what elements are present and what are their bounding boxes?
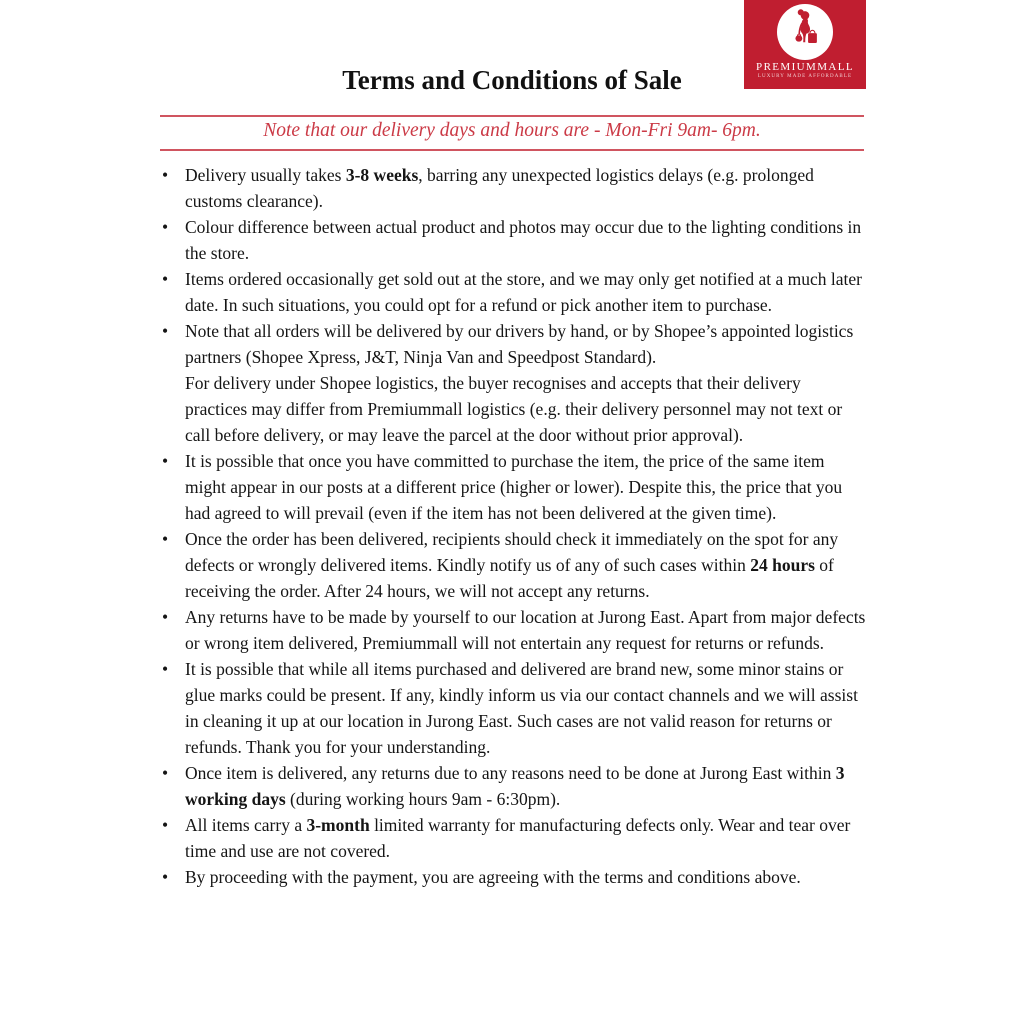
term-text: Any returns have to be made by yourself to our location at Jurong East. Apart from major defects or wrong item delivered, Premiummall will not entertain any request for returns or refunds. bbox=[185, 607, 866, 653]
delivery-notice-band bbox=[160, 115, 864, 151]
term-text-bold: 3-8 weeks bbox=[345, 165, 419, 185]
logo-circle bbox=[777, 4, 833, 60]
term-text: Colour difference between actual product and photos may occur due to the lighting conditions in the store. bbox=[185, 217, 862, 263]
term-text-bold: 3-month bbox=[306, 815, 370, 835]
logo-tagline-text: LUXURY MADE AFFORDABLE bbox=[757, 74, 853, 79]
term-text: limited warranty for manufacturing defects only. Wear and tear over time and use are not covered. bbox=[185, 815, 851, 861]
term-text: , barring any unexpected logistics delays (e.g. prolonged customs clearance). bbox=[185, 165, 814, 211]
term-text: Once the order has been delivered, recipients should check it immediately on the spot for any defects or wrongly delivered items. Kindly notify us of any of such cases within bbox=[185, 529, 839, 575]
term-text: All items carry a bbox=[185, 815, 307, 835]
term-text: of receiving the order. After 24 hours, we will not accept any returns. bbox=[185, 555, 834, 601]
logo-brand-text: PREMIUMMALL bbox=[756, 61, 854, 73]
term-text: Items ordered occasionally get sold out at the store, and we may only get notified at a much later date. In such situations, you could opt for a refund or pick another item to purchase. bbox=[185, 269, 862, 315]
term-item bbox=[160, 526, 866, 604]
term-item bbox=[160, 214, 866, 266]
term-text: Once item is delivered, any returns due to any reasons need to be done at Jurong East within bbox=[185, 763, 836, 783]
term-item bbox=[160, 162, 866, 214]
term-text: (during working hours 9am - 6:30pm). bbox=[285, 789, 561, 809]
term-item bbox=[160, 812, 866, 864]
term-item bbox=[160, 864, 866, 890]
term-item bbox=[160, 318, 866, 448]
delivery-notice-text: Note that our delivery days and hours are - Mon-Fri 9am- 6pm. bbox=[263, 120, 761, 141]
woman-shopper-icon bbox=[782, 5, 828, 60]
terms-list bbox=[160, 162, 866, 890]
term-item bbox=[160, 448, 866, 526]
term-text-bold: 24 hours bbox=[750, 555, 815, 575]
term-item bbox=[160, 266, 866, 318]
term-item bbox=[160, 656, 866, 760]
page-title: Terms and Conditions of Sale bbox=[342, 65, 682, 95]
term-text: Delivery usually takes bbox=[185, 165, 346, 185]
term-text: Note that all orders will be delivered by our drivers by hand, or by Shopee’s appointed logistics partners (Shopee Xpress, J&T, Ninja Van and Speedpost Standard). bbox=[185, 321, 854, 367]
premiummall-logo bbox=[744, 0, 866, 89]
term-text: For delivery under Shopee logistics, the buyer recognises and accepts that their delivery practices may differ from Premiummall logistics (e.g. their delivery personnel may not text or call before delivery, or may leave the parcel at the door without prior approval). bbox=[185, 373, 843, 445]
term-text: By proceeding with the payment, you are agreeing with the terms and conditions above. bbox=[185, 867, 801, 887]
term-item bbox=[160, 760, 866, 812]
term-text-bold: 3 working days bbox=[185, 763, 845, 809]
term-text: It is possible that once you have committed to purchase the item, the price of the same item might appear in our posts at a different price (higher or lower). Despite this, the price that you had agreed to will prevail (even if the item has not been delivered at the given time). bbox=[185, 451, 843, 523]
term-item bbox=[160, 604, 866, 656]
term-text: It is possible that while all items purchased and delivered are brand new, some minor stains or glue marks could be present. If any, kindly inform us via our contact channels and we will assist in cleaning it up at our location in Jurong East. Such cases are not valid reason for returns or refunds. Thank you for your understanding. bbox=[185, 659, 858, 757]
